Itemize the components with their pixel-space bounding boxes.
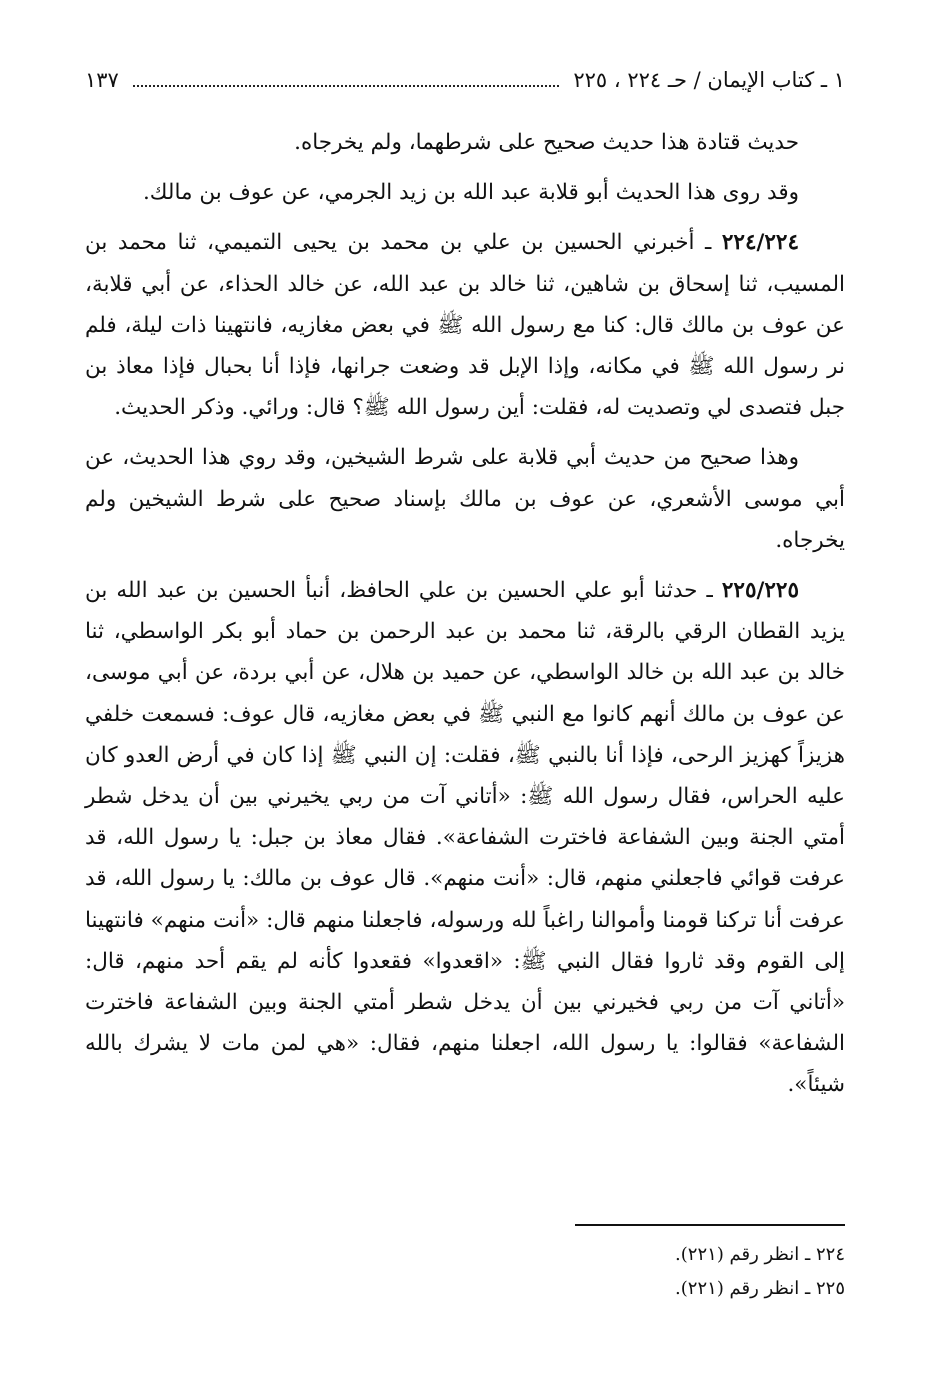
dotted-leader <box>133 84 560 87</box>
hadith-entry-224 <box>85 222 845 428</box>
footnote: ٢٢٤ ـ انظر رقم (٢٢١). <box>675 1244 845 1265</box>
hadith-entry-225 <box>85 570 845 1106</box>
paragraph-text: وقد روى هذا الحديث أبو قلابة عبد الله بن زيد الجرمي، عن عوف بن مالك. <box>142 180 799 206</box>
hadith-number: ٢٢٥/٢٢٥ <box>721 578 799 604</box>
paragraph-text: وهذا صحيح من حديث أبي قلابة على شرط الشيخين، وقد روي هذا الحديث، عن أبي موسى الأشعري، عن عوف بن مالك بإسناد صحيح على شرط الشيخين ولم يخرجاه. <box>85 445 845 553</box>
page <box>85 62 845 1115</box>
footnote-separator <box>575 1224 845 1226</box>
paragraph-text: حديث قتادة هذا حديث صحيح على شرطهما، ولم يخرجاه. <box>294 130 799 155</box>
main-text <box>85 122 845 1106</box>
hadith-number: ٢٢٤/٢٢٤ <box>721 230 799 256</box>
hadith-text: ـ أخبرني الحسين بن علي بن محمد بن يحيى التميمي، ثنا محمد بن المسيب، ثنا إسحاق بن شاهين، ثنا خالد بن عبد الله، عن خالد الحذاء، عن أبي قلابة، عن عوف بن مالك قال: كنا مع رسول الله ﷺ في بعض مغازيه، فانتهينا ذات ليلة، فلم نر رسول الله ﷺ في مكانه، وإذا الإبل قد وضعت جرانها، فإذا أنا بحبال فإذا معاذ بن جبل فتصدى لي وتصديت له، فقلت: أين رسول الله ﷺ؟ قال: ورائي. وذكر الحديث. <box>85 230 845 421</box>
chapter-title: ١ ـ كتاب الإيمان / حـ ٢٢٤ ، ٢٢٥ <box>573 68 845 92</box>
footnote: ٢٢٥ ـ انظر رقم (٢٢١). <box>675 1278 845 1299</box>
paragraph <box>85 122 845 163</box>
paragraph <box>85 437 845 561</box>
page-number: ١٣٧ <box>85 68 119 92</box>
hadith-text: ـ حدثنا أبو علي الحسين بن علي الحافظ، أنبأ الحسين بن عبد الله بن يزيد القطان الرقي بالرقة، ثنا محمد بن عبد الرحمن بن حماد أبو بكر الواسطي، ثنا خالد بن عبد الله بن خالد الواسطي، عن حميد بن هلال، عن أبي بردة، عن أبي موسى، عن عوف بن مالك أنهم كانوا مع النبي ﷺ في بعض مغازيه، قال عوف: فسمعت خلفي هزيزاً كهزيز الرحى، فإذا أنا بالنبي ﷺ، فقلت: إن النبي ﷺ إذا كان في أرض العدو كان عليه الحراس، فقال رسول الله ﷺ: «أتاني آت من ربي يخيرني بين أن يدخل شطر أمتي الجنة وبين الشفاعة فاخترت الشفاعة». فقال معاذ بن جبل: يا رسول الله، قد عرفت قوائي فاجعلني منهم، قال: «أنت منهم». قال عوف بن مالك: يا رسول الله، قد عرفت أنا تركنا قومنا وأموالنا راغباً لله ورسوله، فاجعلنا منهم قال: «أنت منهم» فانتهينا إلى القوم وقد ثاروا فقال النبي ﷺ: «اقعدوا» فقعدوا كأنه لم يقم أحد منهم، قال: «أتاني آت من ربي فخيرني بين أن يدخل شطر أمتي الجنة وبين الشفاعة فاخترت الشفاعة» فقالوا: يا رسول الله، اجعلنا منهم، فقال: «هي لمن مات لا يشرك بالله شيئاً». <box>85 578 845 1098</box>
footnotes <box>85 1238 845 1306</box>
running-header <box>85 62 845 102</box>
paragraph <box>85 172 845 213</box>
